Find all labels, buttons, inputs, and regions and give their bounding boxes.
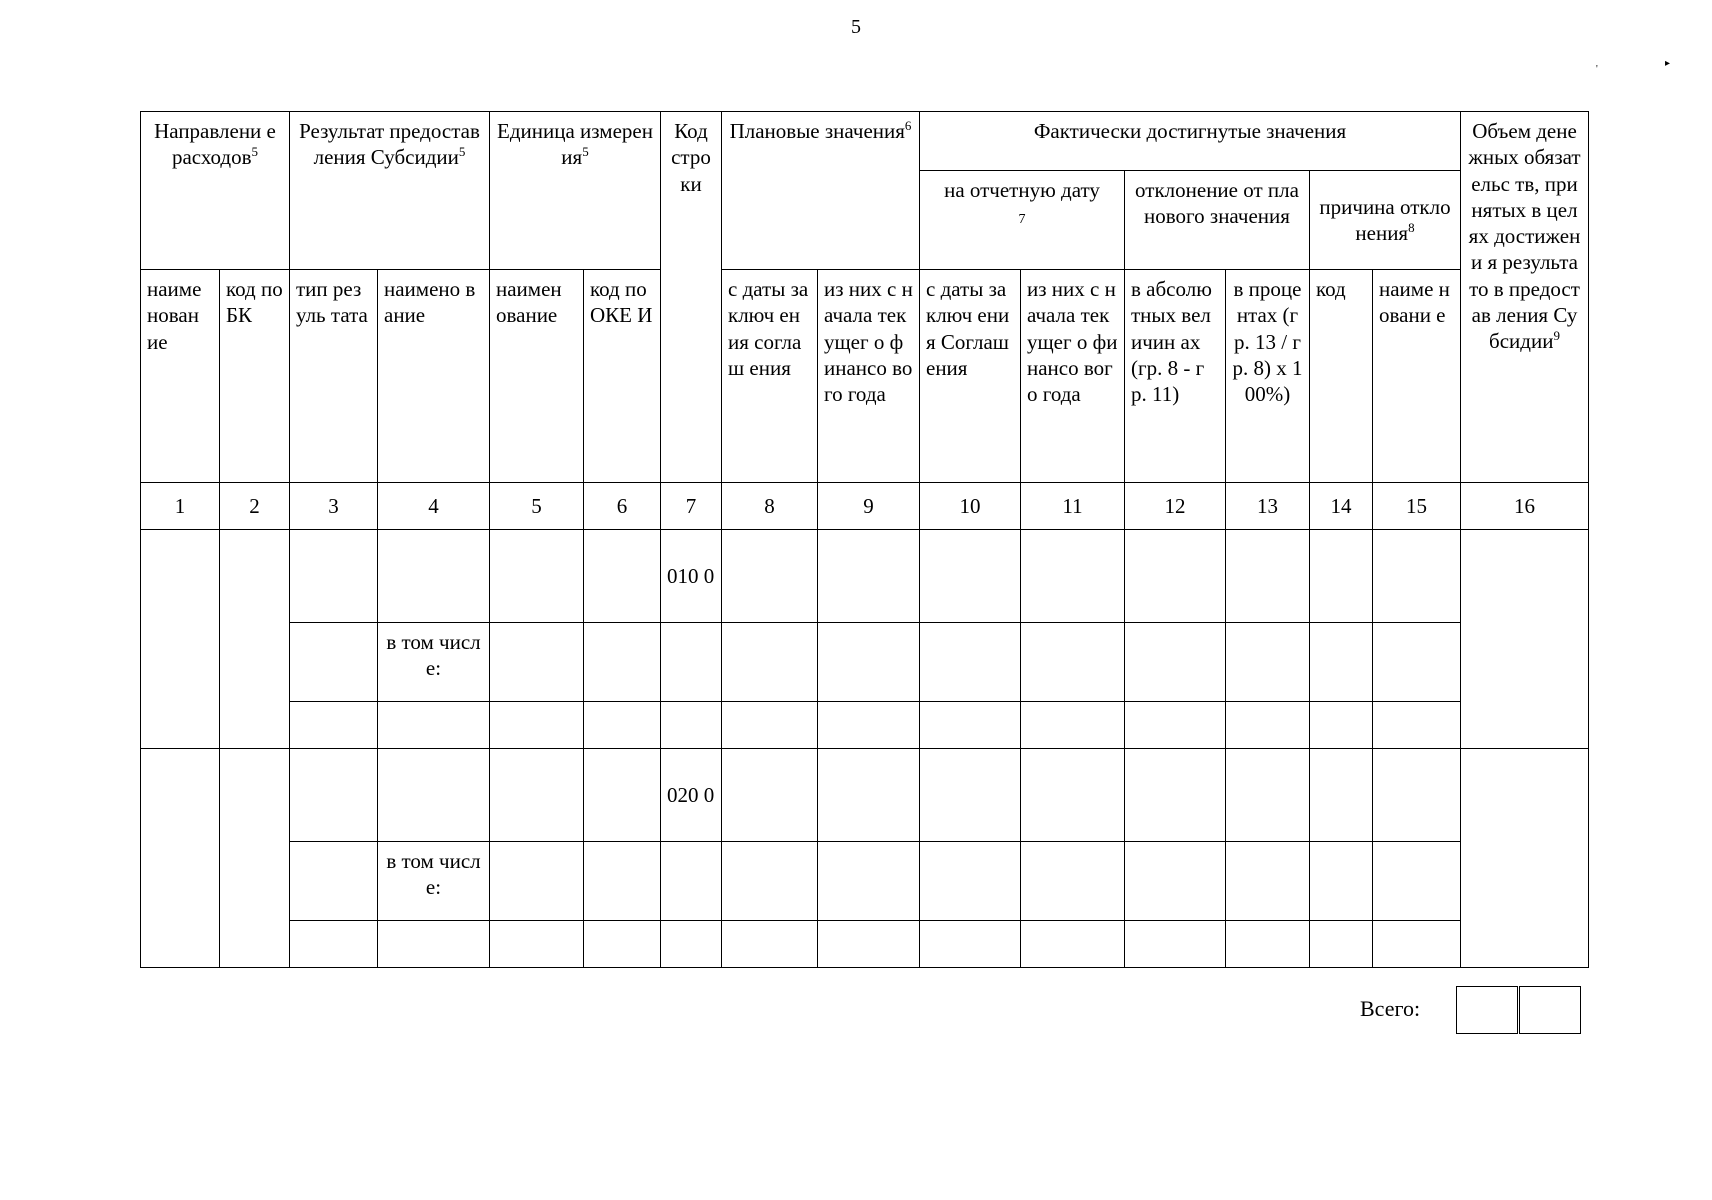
table-cell[interactable] (920, 921, 1021, 968)
table-cell[interactable] (1310, 842, 1373, 921)
total-label: Всего: (1360, 996, 1421, 1021)
table-cell[interactable] (1310, 702, 1373, 749)
table-cell[interactable] (1373, 702, 1461, 749)
subheader-actual-from-year: из них с начала текущег о финансо вого года (1021, 270, 1125, 483)
table-cell[interactable] (818, 702, 920, 749)
header-actual: Фактически достигнутые значения (920, 112, 1461, 171)
table-cell[interactable] (1021, 702, 1125, 749)
header-row-code: Код стро ки (661, 112, 722, 483)
table-cell[interactable] (661, 702, 722, 749)
column-number: 2 (220, 483, 290, 530)
table-cell[interactable] (722, 702, 818, 749)
table-cell[interactable] (1226, 921, 1310, 968)
table-cell[interactable] (920, 623, 1021, 702)
table-cell[interactable] (1310, 623, 1373, 702)
header-result: Результат предоставления Субсидии$^5$ (290, 112, 490, 270)
table-cell[interactable] (378, 702, 490, 749)
table-cell[interactable] (290, 530, 378, 623)
table-cell[interactable] (818, 623, 920, 702)
subheader-name: наиме нован ие (141, 270, 220, 483)
table-cell[interactable] (490, 623, 584, 702)
table-cell[interactable] (584, 921, 661, 968)
table-cell[interactable] (722, 530, 818, 623)
table-cell[interactable] (818, 921, 920, 968)
column-number: 8 (722, 483, 818, 530)
table-cell[interactable] (722, 921, 818, 968)
table-cell[interactable] (818, 530, 920, 623)
subheader-deviation-percent: в проце нтах (гр. 13 / гр. 8) x 100%) (1226, 270, 1310, 483)
table-cell[interactable] (818, 749, 920, 842)
table-cell[interactable] (661, 623, 722, 702)
table-cell[interactable] (378, 921, 490, 968)
table-cell[interactable] (490, 842, 584, 921)
table-cell[interactable] (1125, 530, 1226, 623)
column-number: 11 (1021, 483, 1125, 530)
table-cell[interactable] (378, 749, 490, 842)
table-cell[interactable] (920, 530, 1021, 623)
table-cell[interactable] (1373, 530, 1461, 623)
subheader-deviation-absolute: в абсолю тных величин ах (гр. 8 - гр. 11) (1125, 270, 1226, 483)
table-cell[interactable] (1021, 921, 1125, 968)
header-volume: Объем денежных обязательс тв, принятых в целях достижени я результато в предостав ления Субсидии$^9$ (1461, 112, 1589, 483)
column-number: 4 (378, 483, 490, 530)
column-number: 7 (661, 483, 722, 530)
page-number: 5 (851, 16, 861, 38)
scan-mark: ▸ (1665, 58, 1671, 69)
table-cell[interactable] (141, 530, 220, 749)
column-number: 13 (1226, 483, 1310, 530)
table-cell[interactable] (584, 530, 661, 623)
table-cell[interactable] (1125, 623, 1226, 702)
table-cell[interactable] (1125, 702, 1226, 749)
column-number: 14 (1310, 483, 1373, 530)
table-cell[interactable] (1226, 702, 1310, 749)
table-cell[interactable] (490, 749, 584, 842)
subheader-result-name: наимено вание (378, 270, 490, 483)
table-cell[interactable] (290, 921, 378, 968)
table-cell[interactable] (1021, 530, 1125, 623)
report-table (140, 111, 1589, 968)
table-cell[interactable] (1021, 623, 1125, 702)
table-cell[interactable] (378, 530, 490, 623)
column-number: 12 (1125, 483, 1226, 530)
table-cell[interactable] (818, 842, 920, 921)
column-number: 5 (490, 483, 584, 530)
table-cell[interactable] (1226, 623, 1310, 702)
total-cell[interactable] (1456, 986, 1518, 1034)
table-cell[interactable] (290, 749, 378, 842)
table-cell[interactable] (490, 702, 584, 749)
including-label: в том числе: (378, 623, 490, 702)
subheader-unit-name: наимен ование (490, 270, 584, 483)
table-cell[interactable] (920, 702, 1021, 749)
header-unit: Единица измерения$^5$ (490, 112, 661, 270)
header-reason: причина отклонения$^8$ (1310, 170, 1461, 269)
table-cell[interactable] (290, 842, 378, 921)
subheader-reason-name: наиме новани е (1373, 270, 1461, 483)
header-direction: Направлени е расходов$^5$ (141, 112, 290, 270)
table-cell[interactable] (584, 623, 661, 702)
table-cell[interactable] (490, 921, 584, 968)
total-cell[interactable] (1519, 986, 1581, 1034)
table-cell[interactable] (1373, 842, 1461, 921)
table-cell[interactable] (290, 623, 378, 702)
subheader-planned-from-agreement: с даты заключ ения соглаш ения (722, 270, 818, 483)
subheader-planned-from-year: из них с начала текущег о финансо вого года (818, 270, 920, 483)
row-code: 010 0 (661, 530, 722, 623)
table-cell[interactable] (1461, 530, 1589, 749)
table-cell[interactable] (1226, 749, 1310, 842)
header-planned: Плановые значения$^6$ (722, 112, 920, 270)
table-cell[interactable] (290, 702, 378, 749)
subheader-reason-code: код (1310, 270, 1373, 483)
table-cell[interactable] (722, 842, 818, 921)
table-cell[interactable] (920, 842, 1021, 921)
column-number: 10 (920, 483, 1021, 530)
table-cell[interactable] (1226, 530, 1310, 623)
header-deviation: отклонение от планового значения (1125, 170, 1310, 269)
table-cell[interactable] (1310, 530, 1373, 623)
table-cell[interactable] (722, 749, 818, 842)
table-cell[interactable] (584, 702, 661, 749)
scan-mark: ' (1596, 64, 1598, 75)
column-number: 15 (1373, 483, 1461, 530)
subheader-okei-code: код по ОКЕ И (584, 270, 661, 483)
table-cell[interactable] (920, 749, 1021, 842)
column-number: 9 (818, 483, 920, 530)
table-cell[interactable] (1125, 749, 1226, 842)
table-cell[interactable] (584, 842, 661, 921)
column-number: 3 (290, 483, 378, 530)
table-cell[interactable] (1461, 749, 1589, 968)
table-cell[interactable] (141, 749, 220, 968)
table-cell[interactable] (1373, 623, 1461, 702)
header-reporting-date: на отчетную дату 7 (920, 170, 1125, 269)
including-label: в том числе: (378, 842, 490, 921)
table-cell[interactable] (1125, 842, 1226, 921)
table-cell[interactable] (490, 530, 584, 623)
subheader-result-type: тип резуль тата (290, 270, 378, 483)
table-cell[interactable] (1373, 921, 1461, 968)
table-cell[interactable] (1373, 749, 1461, 842)
table-cell[interactable] (1226, 842, 1310, 921)
column-number: 6 (584, 483, 661, 530)
column-number: 16 (1461, 483, 1589, 530)
subheader-actual-from-agreement: с даты заключ ения Соглаш ения (920, 270, 1021, 483)
table-cell[interactable] (1021, 842, 1125, 921)
table-cell[interactable] (661, 842, 722, 921)
table-cell[interactable] (220, 749, 290, 968)
table-cell[interactable] (1310, 921, 1373, 968)
table-cell[interactable] (1021, 749, 1125, 842)
table-cell[interactable] (661, 921, 722, 968)
table-cell[interactable] (220, 530, 290, 749)
row-code: 020 0 (661, 749, 722, 842)
table-cell[interactable] (1310, 749, 1373, 842)
table-cell[interactable] (1125, 921, 1226, 968)
subheader-bk-code: код по БК (220, 270, 290, 483)
table-cell[interactable] (584, 749, 661, 842)
table-cell[interactable] (722, 623, 818, 702)
column-number: 1 (141, 483, 220, 530)
